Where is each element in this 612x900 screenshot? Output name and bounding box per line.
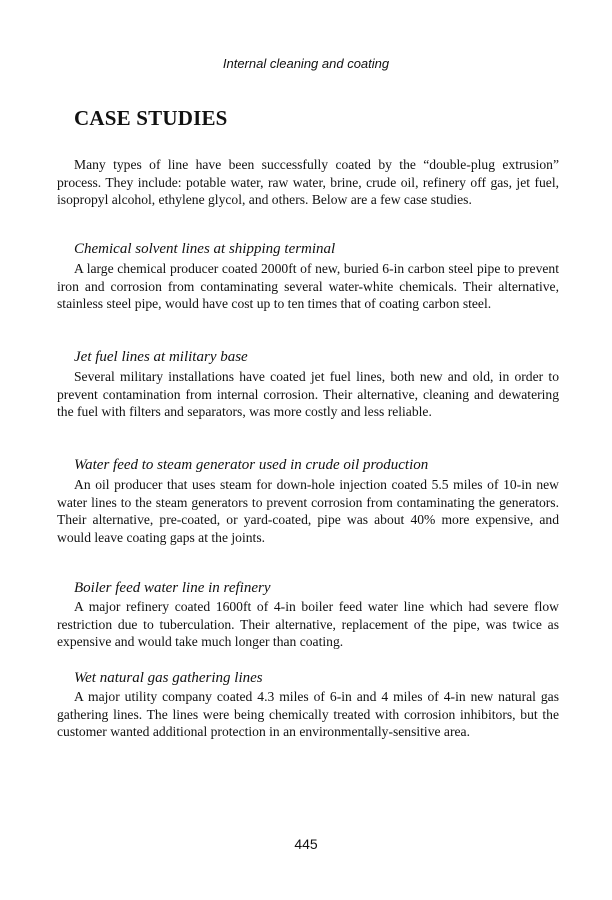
case-heading-water-feed: Water feed to steam generator used in crude oil production: [74, 457, 429, 473]
case-body-jet-fuel: Several military installations have coated jet fuel lines, both new and old, in order to prevent contamination from internal corrosion. Their alternative, cleaning and dewatering the fuel with filters and separators, was more costly and less reliable.: [57, 369, 559, 420]
case-heading-wet-natural-gas: Wet natural gas gathering lines: [74, 670, 263, 686]
intro-paragraph: Many types of line have been successfully coated by the “double-plug extrusion” process. They include: potable water, raw water, brine, crude oil, refinery off gas, jet fuel, isopropyl alcohol, ethylene glycol, and others. Below are a few case studies.: [57, 157, 559, 208]
running-head: Internal cleaning and coating: [222, 56, 390, 71]
case-body-water-feed: An oil producer that uses steam for down-hole injection coated 5.5 miles of 10-in new water lines to the steam generators to prevent corrosion from contaminating the generators. Their alternative, pre-coated, or yard-coated, pipe was about 40% more expensive, and would leave coating gaps at the joints.: [57, 477, 559, 545]
case-body-chemical-solvent: A large chemical producer coated 2000ft of new, buried 6-in carbon steel pipe to prevent iron and corrosion from contaminating several water-white chemicals. Their alternative, stainless steel pipe, would have cost up to ten times that of coating carbon steel.: [57, 261, 559, 312]
case-heading-boiler-feed: Boiler feed water line in refinery: [74, 580, 271, 596]
page-number: 445: [294, 836, 318, 852]
case-body-boiler-feed: A major refinery coated 1600ft of 4-in boiler feed water line which had severe flow restriction due to tuberculation. Their alternative, replacement of the pipe, was twice as expensive and would take much longer than coating.: [57, 599, 559, 650]
section-title: CASE STUDIES: [74, 106, 228, 130]
case-heading-jet-fuel: Jet fuel lines at military base: [74, 349, 248, 365]
case-heading-chemical-solvent: Chemical solvent lines at shipping terminal: [74, 241, 336, 257]
case-body-wet-natural-gas: A major utility company coated 4.3 miles of 6-in and 4 miles of 4-in new natural gas gathering lines. The lines were being chemically treated with corrosion inhibitors, but the customer wanted additional protection in an environmentally-sensitive area.: [57, 689, 559, 740]
